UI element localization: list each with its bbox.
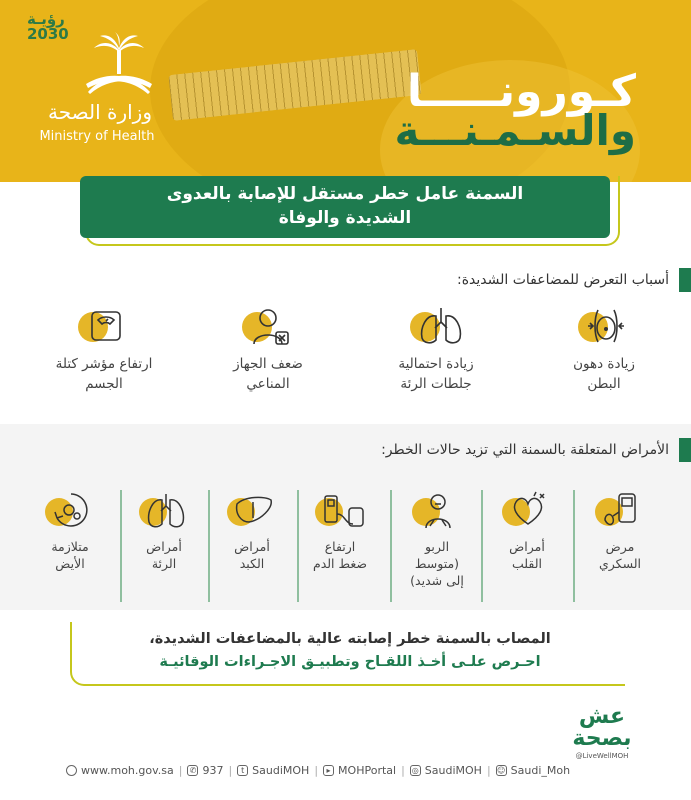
- disease-item: [487, 490, 567, 610]
- warning-line: المصاب بالسمنة خطر إصابته عالية بالمضاعفات الشديدة،: [149, 631, 551, 647]
- footer-separator: |: [178, 763, 183, 777]
- instagram-icon: ◎: [410, 765, 421, 776]
- ministry-name-english: Ministry of Health: [39, 129, 155, 144]
- live-well-word: عش: [578, 704, 626, 729]
- cause-label: زيادة احتمالية جلطات الرئة: [398, 356, 474, 392]
- footer-separator: |: [228, 763, 233, 777]
- title-corona: كـورونـــــا: [406, 66, 636, 117]
- footer-contacts: [66, 759, 626, 781]
- disease-item: [300, 490, 380, 610]
- youtube-link[interactable]: ▸ MOHPortal: [323, 764, 396, 777]
- footer-separator: |: [314, 763, 319, 777]
- ministry-logo: [22, 12, 172, 152]
- cause-item: [34, 302, 174, 412]
- vision-text: رؤيـة: [27, 10, 65, 28]
- instagram-link[interactable]: ◎ SaudiMOH: [411, 763, 482, 777]
- twitter-icon: t: [237, 765, 248, 776]
- lungs-icon: [416, 304, 466, 348]
- cause-label: زيادة دهون البطن: [573, 356, 635, 392]
- globe-icon: [66, 765, 77, 776]
- causes-heading: [457, 268, 691, 292]
- disease-item: [397, 490, 477, 610]
- snapchat-icon: ☺: [497, 765, 506, 775]
- disease-label: مرض السكري: [598, 539, 642, 571]
- divider: [297, 490, 299, 602]
- causes-heading-text: أسباب التعرض للمضاعفات الشديدة:: [457, 272, 669, 288]
- snapchat-link[interactable]: ☺ Saudi_Moh: [497, 763, 571, 777]
- footer-separator: |: [486, 763, 491, 777]
- asthma-icon: [416, 490, 460, 532]
- title-obesity: والسـمـنـــة: [394, 106, 636, 155]
- banner-line: السمنة عامل خطر مستقل للإصابة بالعدوى: [166, 184, 524, 204]
- disease-label: أمراض الكبد: [234, 539, 270, 571]
- causes-section: [0, 262, 691, 422]
- cause-item: [198, 302, 338, 412]
- divider: [390, 490, 392, 602]
- divider: [120, 490, 122, 602]
- scale-icon: [84, 304, 128, 348]
- disease-item: [30, 490, 110, 610]
- website-link[interactable]: www.moh.gov.sa: [66, 764, 174, 777]
- diseases-heading-text: الأمراض المتعلقة بالسمنة التي تزيد حالات الخطر:: [381, 442, 669, 458]
- warning-message: [80, 628, 620, 682]
- divider: [573, 490, 575, 602]
- palm-swords-emblem-icon: [82, 32, 156, 98]
- cause-label: ارتفاع مؤشر كتلة الجسم: [55, 356, 153, 392]
- cause-item: [366, 302, 506, 412]
- youtube-icon: ▸: [323, 765, 334, 776]
- divider: [481, 490, 483, 602]
- heading-accent-bar: [679, 438, 691, 462]
- divider: [208, 490, 210, 602]
- weak-immunity-icon: [248, 304, 292, 348]
- footer-separator: |: [401, 763, 405, 777]
- banner-line: الشديدة والوفاة: [278, 208, 412, 228]
- heading-accent-bar: [679, 268, 691, 292]
- vision-year: 2030: [27, 25, 69, 43]
- metabolic-icon: [49, 490, 93, 532]
- disease-label: متلازمة الأيض: [51, 539, 89, 571]
- warning-line: احـرص علـى أخـذ اللقـاح وتطبيـق الاجـراءات الوقائيـة: [159, 654, 541, 670]
- blood-pressure-icon: [319, 490, 369, 532]
- belly-fat-icon: [584, 304, 628, 348]
- lungs-icon: [143, 490, 189, 532]
- vision-2030-logo: [27, 12, 83, 42]
- heart-icon: [506, 490, 550, 532]
- twitter-link[interactable]: t SaudiMOH: [237, 764, 309, 777]
- ministry-name-arabic: وزارة الصحة: [48, 100, 152, 124]
- cause-item: [534, 302, 674, 412]
- disease-label: ارتفاع ضغط الدم: [312, 539, 368, 571]
- disease-item: [580, 490, 660, 610]
- disease-item: [124, 490, 204, 610]
- header-banner: [0, 0, 691, 182]
- diseases-section: [0, 424, 691, 610]
- cause-label: ضعف الجهاز المناعي: [233, 356, 303, 392]
- liver-icon: [231, 490, 277, 532]
- phone-icon: ✆: [187, 765, 198, 776]
- disease-label: أمراض القلب: [509, 539, 545, 571]
- disease-item: [212, 490, 292, 610]
- glucose-meter-icon: [599, 490, 643, 532]
- risk-banner: [80, 176, 610, 238]
- live-well-word: بصحة: [572, 726, 632, 751]
- disease-label: أمراض الرئة: [146, 539, 182, 571]
- live-well-handle: @LiveWellMOH: [575, 752, 629, 760]
- disease-label: الربو (متوسط إلى شديد): [410, 539, 464, 588]
- phone-link[interactable]: ✆ 937: [187, 764, 223, 777]
- diseases-heading: [381, 438, 691, 462]
